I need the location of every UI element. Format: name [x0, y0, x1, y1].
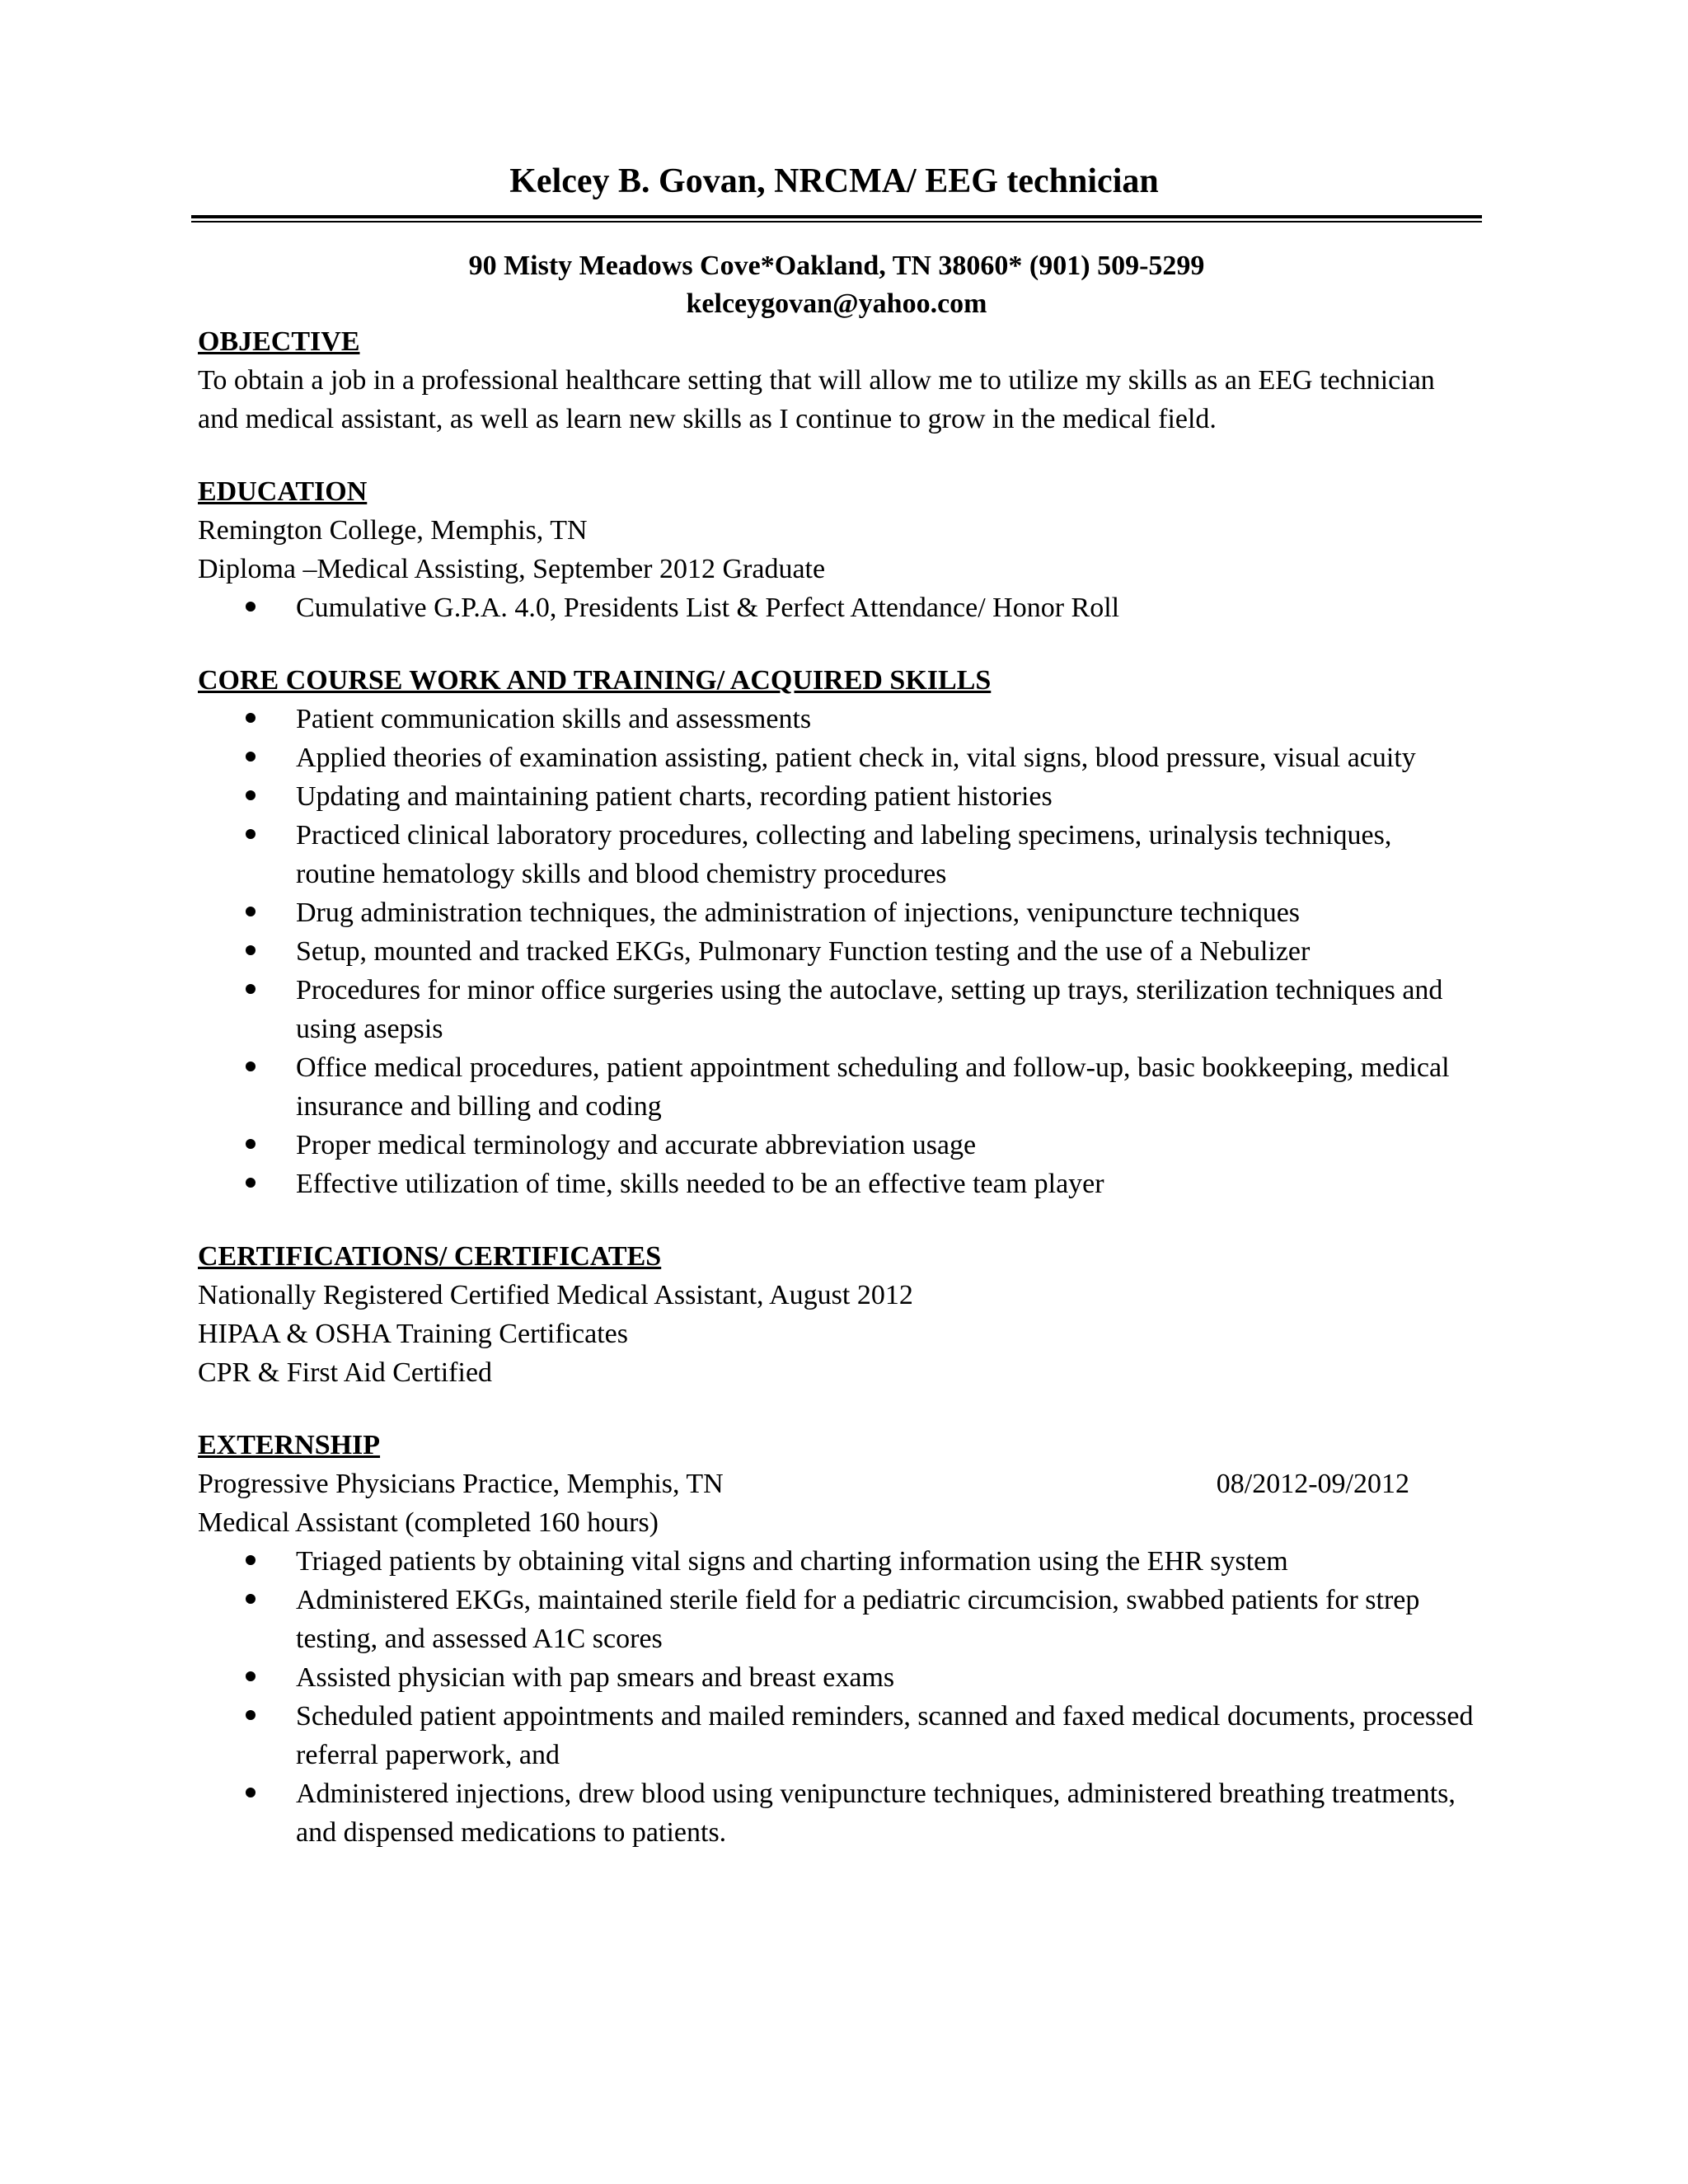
section-gap: [198, 438, 1475, 473]
bullet-text: Administered EKGs, maintained sterile field for a pediatric circumcision, swabbed patients for strep testing, and assessed A1C scores: [296, 1585, 1420, 1654]
certification-line: Nationally Registered Certified Medical Assistant, August 2012: [198, 1280, 913, 1310]
list-item: [198, 1126, 1475, 1165]
bullet-icon: [246, 1178, 256, 1188]
externship-role: Medical Assistant (completed 160 hours): [198, 1507, 659, 1538]
list-item: [198, 1581, 1475, 1658]
email-line: kelceygovan@yahoo.com: [686, 288, 987, 319]
objective-heading: OBJECTIVE: [198, 326, 360, 357]
objective-text: To obtain a job in a professional healthcare setting that will allow me to utilize my skills as an EEG technician and medical assistant, as well as learn new skills as I continue to grow in the medical field.: [198, 365, 1435, 434]
certification-line: HIPAA & OSHA Training Certificates: [198, 1319, 629, 1349]
bullet-icon: [246, 1671, 256, 1681]
externship-employer: Progressive Physicians Practice, Memphis, TN: [198, 1469, 724, 1499]
bullet-text: Procedures for minor office surgeries using the autoclave, setting up trays, sterilization techniques and using asepsis: [296, 975, 1443, 1044]
externship-dates: 08/2012-09/2012: [1216, 1469, 1409, 1499]
core-heading: CORE COURSE WORK AND TRAINING/ ACQUIRED SKILLS: [198, 665, 992, 696]
bullet-icon: [246, 1594, 256, 1604]
bullet-icon: [246, 1555, 256, 1565]
bullet-text: Updating and maintaining patient charts, recording patient histories: [296, 781, 1053, 812]
bullet-text: Assisted physician with pap smears and breast exams: [296, 1662, 895, 1693]
certifications-heading: CERTIFICATIONS/ CERTIFICATES: [198, 1241, 662, 1272]
bullet-icon: [246, 1710, 256, 1720]
list-item: [198, 1774, 1475, 1852]
education-bullet-list: [198, 588, 1475, 627]
section-gap: [198, 1392, 1475, 1427]
list-item: [198, 1658, 1475, 1697]
bullet-text: Effective utilization of time, skills needed to be an effective team player: [296, 1169, 1104, 1199]
bullet-icon: [246, 984, 256, 994]
bullet-text: Office medical procedures, patient appointment scheduling and follow-up, basic bookkeeping, medical insurance and billing and coding: [296, 1052, 1450, 1122]
list-item: [198, 738, 1475, 777]
list-item: [198, 816, 1475, 893]
education-school: Remington College, Memphis, TN: [198, 515, 588, 546]
bullet-icon: [246, 602, 256, 612]
core-bullet-list: [198, 700, 1475, 1203]
list-item: [198, 893, 1475, 932]
bullet-icon: [246, 790, 256, 800]
header-double-rule: [191, 215, 1482, 223]
certification-line: CPR & First Aid Certified: [198, 1357, 493, 1388]
bullet-text: Patient communication skills and assessments: [296, 704, 812, 734]
bullet-icon: [246, 713, 256, 723]
core-section: [198, 662, 1475, 1203]
externship-employer-row: [198, 1465, 1409, 1503]
list-item: [198, 777, 1475, 816]
certifications-section: [198, 1238, 1475, 1392]
bullet-icon: [246, 829, 256, 839]
bullet-icon: [246, 907, 256, 916]
list-item: [198, 1048, 1475, 1126]
list-item: [198, 588, 1475, 627]
bullet-text: Drug administration techniques, the administration of injections, venipuncture techniques: [296, 898, 1301, 928]
section-gap: [198, 1203, 1475, 1238]
bullet-icon: [246, 945, 256, 955]
bullet-text: Scheduled patient appointments and mailed reminders, scanned and faxed medical documents, processed referral paperwork, and: [296, 1701, 1474, 1770]
list-item: [198, 932, 1475, 971]
externship-heading: EXTERNSHIP: [198, 1430, 381, 1460]
resume-name-title: Kelcey B. Govan, NRCMA/ EEG technician: [509, 162, 1159, 200]
bullet-text: Practiced clinical laboratory procedures, collecting and labeling specimens, urinalysis techniques, routine hematology skills and blood chemistry procedures: [296, 820, 1392, 889]
contact-block: [198, 247, 1475, 323]
bullet-text: Triaged patients by obtaining vital signs and charting information using the EHR system: [296, 1546, 1288, 1577]
externship-section: [198, 1427, 1475, 1852]
list-item: [198, 1697, 1475, 1774]
education-diploma: Diploma –Medical Assisting, September 2012 Graduate: [198, 554, 826, 584]
resume-page: [198, 161, 1475, 1852]
bullet-text: Proper medical terminology and accurate abbreviation usage: [296, 1130, 977, 1160]
bullet-text: Setup, mounted and tracked EKGs, Pulmonary Function testing and the use of a Nebulizer: [296, 936, 1311, 967]
section-gap: [198, 627, 1475, 662]
bullet-text: Applied theories of examination assisting, patient check in, vital signs, blood pressure, visual acuity: [296, 743, 1416, 773]
bullet-icon: [246, 1788, 256, 1797]
education-section: [198, 473, 1475, 627]
bullet-text: Cumulative G.P.A. 4.0, Presidents List & Perfect Attendance/ Honor Roll: [296, 593, 1120, 623]
objective-section: [198, 323, 1475, 438]
address-phone-line: 90 Misty Meadows Cove*Oakland, TN 38060* (901) 509-5299: [468, 251, 1205, 281]
list-item: [198, 971, 1475, 1048]
list-item: [198, 1542, 1475, 1581]
externship-bullet-list: [198, 1542, 1475, 1852]
bullet-text: Administered injections, drew blood using venipuncture techniques, administered breathing treatments, and dispensed medications to patients.: [296, 1779, 1456, 1848]
list-item: [198, 700, 1475, 738]
bullet-icon: [246, 1062, 256, 1071]
list-item: [198, 1165, 1475, 1203]
bullet-icon: [246, 752, 256, 762]
education-heading: EDUCATION: [198, 476, 368, 507]
bullet-icon: [246, 1139, 256, 1149]
